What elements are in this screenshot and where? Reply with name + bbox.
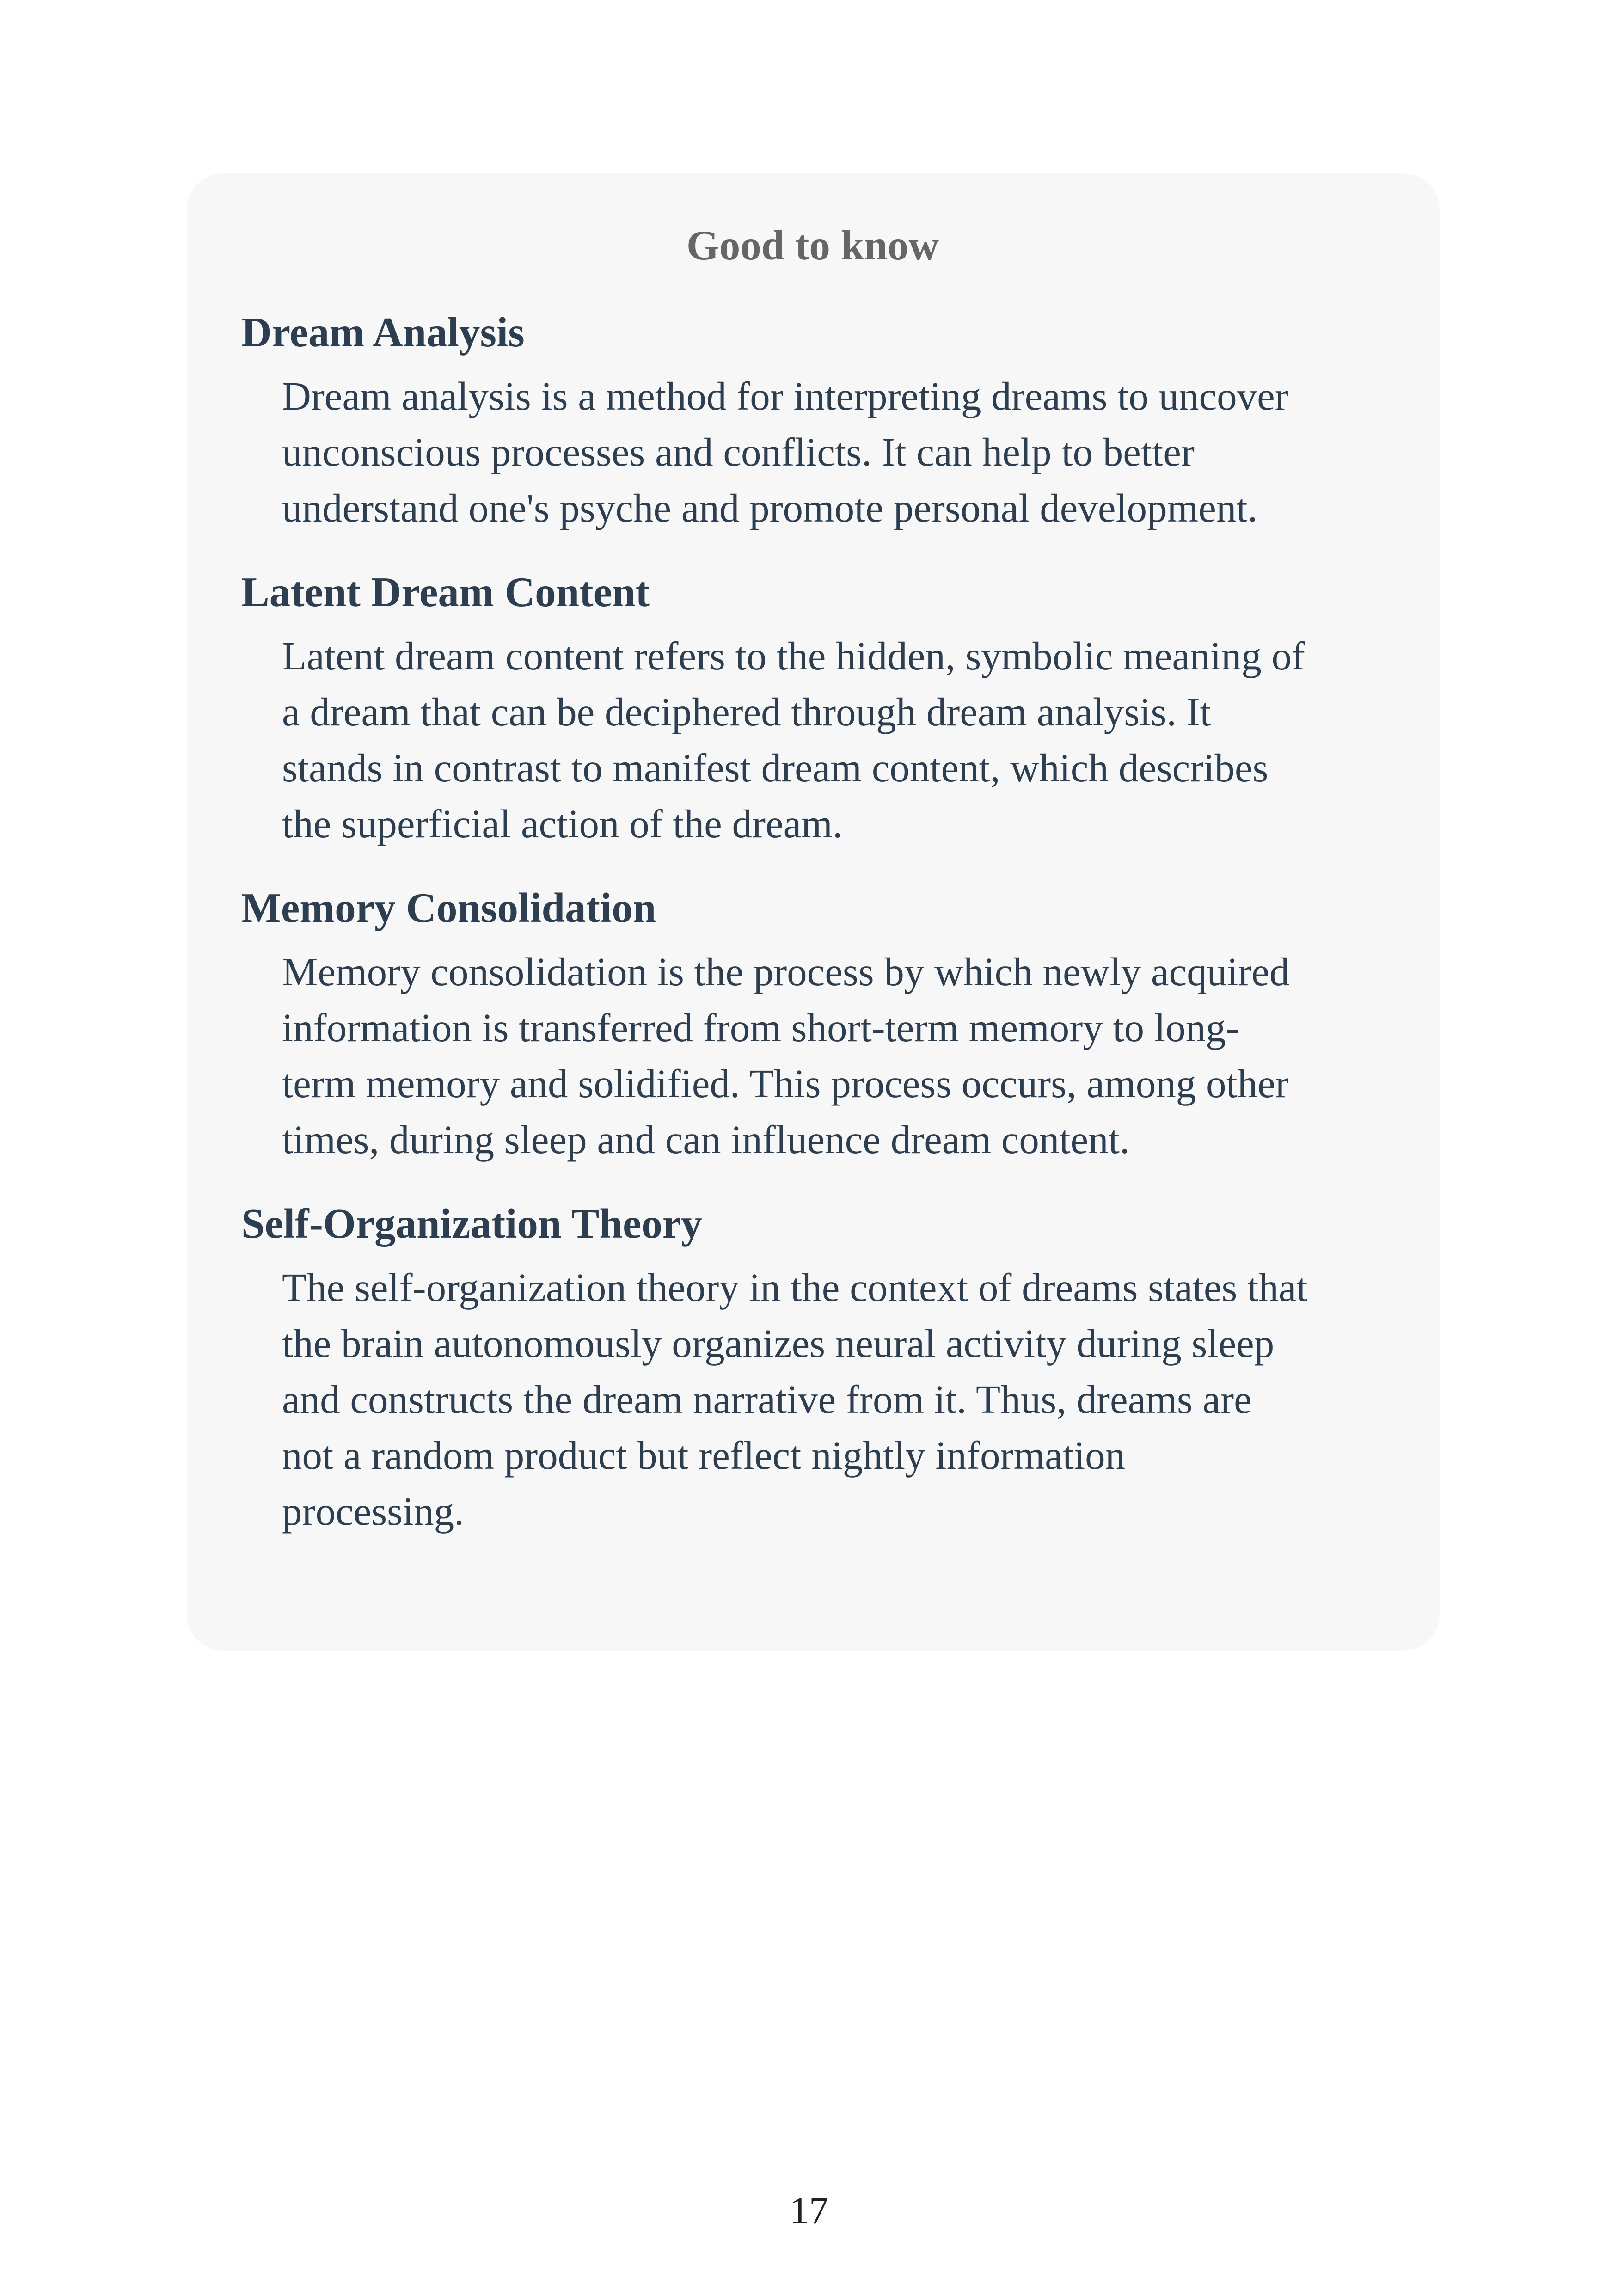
entry-definition	[282, 1259, 1384, 1539]
entry-term: Self-Organization Theory	[241, 1200, 702, 1247]
definition-line: not a random product but reflect nightly information	[282, 1433, 1126, 1478]
definition-line: the superficial action of the dream.	[282, 801, 843, 846]
page-number: 17	[790, 2189, 828, 2232]
definition-line: and constructs the dream narrative from it. Thus, dreams are	[282, 1377, 1252, 1422]
definition-line: The self-organization theory in the context of dreams states that	[282, 1265, 1308, 1310]
definition-line: unconscious processes and conflicts. It can help to better	[282, 430, 1195, 474]
entry-definition	[282, 368, 1384, 536]
definition-line: a dream that can be deciphered through dream analysis. It	[282, 689, 1211, 734]
entry-definition	[282, 628, 1384, 852]
glossary-entry	[241, 571, 1384, 852]
entry-definition	[282, 944, 1384, 1167]
definition-line: stands in contrast to manifest dream content, which describes	[282, 745, 1269, 790]
glossary-entry	[241, 884, 1384, 1167]
definition-line: term memory and solidified. This process occurs, among other	[282, 1061, 1289, 1106]
definition-line: Memory consolidation is the process by which newly acquired	[282, 949, 1290, 994]
glossary-entry	[241, 1200, 1384, 1539]
entry-term: Latent Dream Content	[241, 569, 650, 615]
box-title: Good to know	[686, 222, 939, 269]
definition-line: processing.	[282, 1489, 464, 1534]
good-to-know-box	[187, 173, 1440, 1651]
definition-line: Latent dream content refers to the hidden, symbolic meaning of	[282, 633, 1305, 678]
definition-line: times, during sleep and can influence dream content.	[282, 1117, 1130, 1162]
glossary-entry	[241, 311, 1384, 536]
definition-line: understand one's psyche and promote personal development.	[282, 485, 1258, 530]
definition-line: Dream analysis is a method for interpreting dreams to uncover	[282, 374, 1288, 418]
entry-term: Dream Analysis	[241, 309, 525, 356]
definition-line: information is transferred from short-term memory to long-	[282, 1005, 1239, 1050]
entry-term: Memory Consolidation	[241, 884, 656, 931]
definition-line: the brain autonomously organizes neural activity during sleep	[282, 1321, 1275, 1366]
